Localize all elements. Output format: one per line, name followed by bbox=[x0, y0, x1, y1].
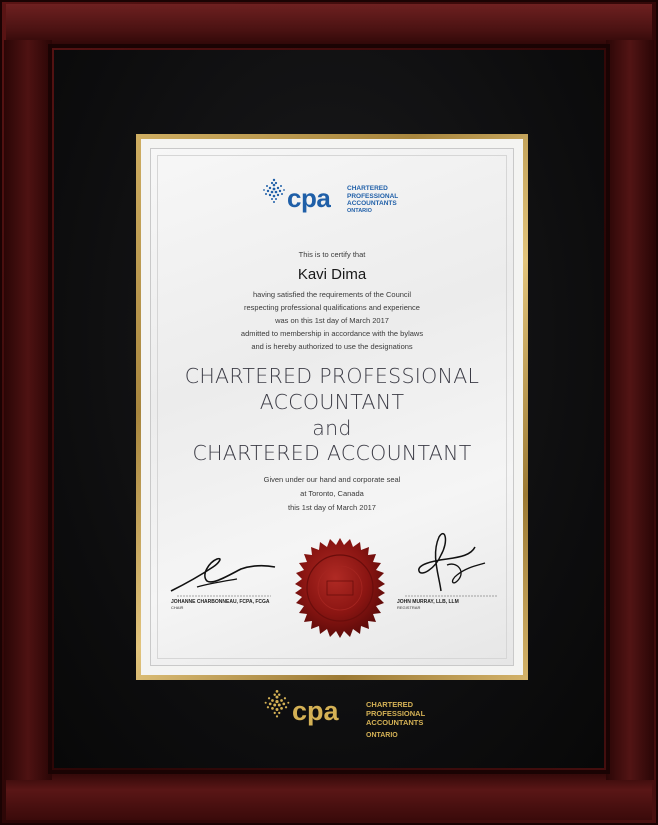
certificate-logo bbox=[261, 177, 421, 217]
right-signatory bbox=[397, 599, 459, 610]
gold-maple-leaf-dots-icon bbox=[262, 688, 292, 722]
body-line: and is hereby authorized to use the designations bbox=[251, 342, 413, 351]
given-line: this 1st day of March 2017 bbox=[288, 503, 376, 512]
given-line: Given under our hand and corporate seal bbox=[263, 475, 401, 484]
gold-logo-line-2: PROFESSIONAL bbox=[366, 709, 426, 718]
body-line: was on this 1st day of March 2017 bbox=[275, 316, 389, 325]
logo-text bbox=[347, 185, 398, 215]
left-signatory-title: CHAIR bbox=[171, 605, 184, 610]
right-signatory-title: REGISTRAR bbox=[397, 605, 421, 610]
logo-region: ONTARIO bbox=[347, 207, 372, 214]
left-signatory-name: JOHANNE CHARBONNEAU, FCPA, FCGA bbox=[171, 599, 270, 605]
gold-logo-text bbox=[366, 700, 425, 727]
gold-logo-line-1: CHARTERED bbox=[366, 700, 414, 709]
left-signature-icon bbox=[167, 553, 277, 597]
frame-gold-logo bbox=[262, 684, 432, 744]
gold-logo-region: ONTARIO bbox=[366, 732, 398, 739]
right-signatory-name: JOHN MURRAY, LLB, LLM bbox=[397, 599, 459, 605]
body-line: admitted to membership in accordance with the bylaws bbox=[240, 329, 424, 338]
logo-line-2: PROFESSIONAL bbox=[347, 192, 399, 200]
gold-cpa-wordmark: cpa bbox=[292, 696, 339, 726]
logo-line-1: CHARTERED bbox=[347, 185, 388, 192]
designation-conjunction: and bbox=[312, 416, 352, 440]
designation-line-3: CHARTERED ACCOUNTANT bbox=[192, 441, 472, 465]
gold-logo-line-3: ACCOUNTANTS bbox=[366, 718, 424, 727]
logo-line-3: ACCOUNTANTS bbox=[347, 200, 397, 207]
designation-line-2: ACCOUNTANT bbox=[259, 390, 405, 414]
body-line: having satisfied the requirements of the Council bbox=[252, 290, 411, 299]
cpa-wordmark: cpa bbox=[287, 183, 331, 213]
given-line: at Toronto, Canada bbox=[300, 489, 364, 498]
member-name: Kavi Dima bbox=[297, 266, 367, 283]
left-signatory bbox=[171, 599, 270, 610]
right-signature-icon bbox=[401, 525, 501, 597]
body-line: respecting professional qualifications and experience bbox=[244, 303, 420, 312]
certify-intro: This is to certify that bbox=[298, 250, 366, 259]
maple-leaf-dots-icon bbox=[261, 177, 287, 207]
certificate bbox=[150, 148, 514, 666]
designation-line-1: CHARTERED PROFESSIONAL bbox=[184, 364, 480, 388]
corporate-seal-icon bbox=[289, 537, 391, 639]
